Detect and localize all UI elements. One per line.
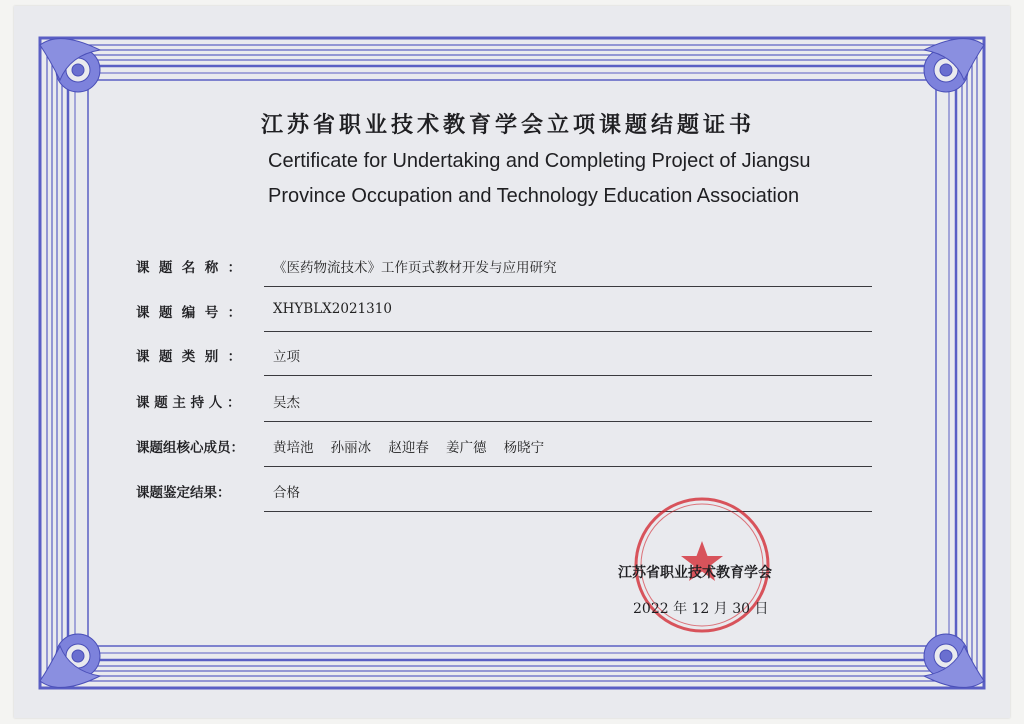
field-underline <box>264 511 872 512</box>
field-underline <box>264 466 872 467</box>
field-project-number <box>136 301 872 325</box>
field-label: 课题鉴定结果： <box>136 485 231 501</box>
certificate-title-chinese: 江苏省职业技术教育学会立项课题结题证书 <box>260 112 755 138</box>
certificate-title-english-line1: Certificate for Undertaking and Completing Project of Jiangsu <box>268 150 811 172</box>
field-project-leader <box>136 391 872 415</box>
field-label: 课题组核心成员： <box>136 440 244 456</box>
field-underline <box>264 421 872 422</box>
corner-ornament-tl <box>40 39 100 92</box>
field-value: 吴杰 <box>273 395 300 411</box>
field-label: 课 题 主 持 人 ： <box>136 395 241 411</box>
issuer-name: 江苏省职业技术教育学会 <box>618 565 772 581</box>
corner-ornament-bl <box>40 634 100 687</box>
field-underline <box>264 286 872 287</box>
field-project-category <box>136 345 872 369</box>
field-value: 《医药物流技术》工作页式教材开发与应用研究 <box>273 260 557 276</box>
corner-ornament-br <box>924 634 984 687</box>
field-value: 黄培池 孙丽冰 赵迎春 姜广德 杨晓宁 <box>273 440 545 456</box>
field-project-name <box>136 256 872 280</box>
field-core-members <box>136 436 872 460</box>
field-label: 课 题 类 别 ： <box>136 349 242 365</box>
field-value: XHYBLX2021310 <box>273 301 392 317</box>
field-value: 立项 <box>273 349 300 365</box>
issue-date: 2022 年 12 月 30 日 <box>633 601 769 617</box>
certificate-title-english-line2: Province Occupation and Technology Education Association <box>268 185 800 207</box>
field-value: 合格 <box>273 485 300 501</box>
field-underline <box>264 331 872 332</box>
corner-ornament-tr <box>924 39 984 92</box>
field-label: 课 题 编 号 ： <box>136 305 242 321</box>
field-underline <box>264 375 872 376</box>
field-label: 课 题 名 称 ： <box>136 260 242 276</box>
